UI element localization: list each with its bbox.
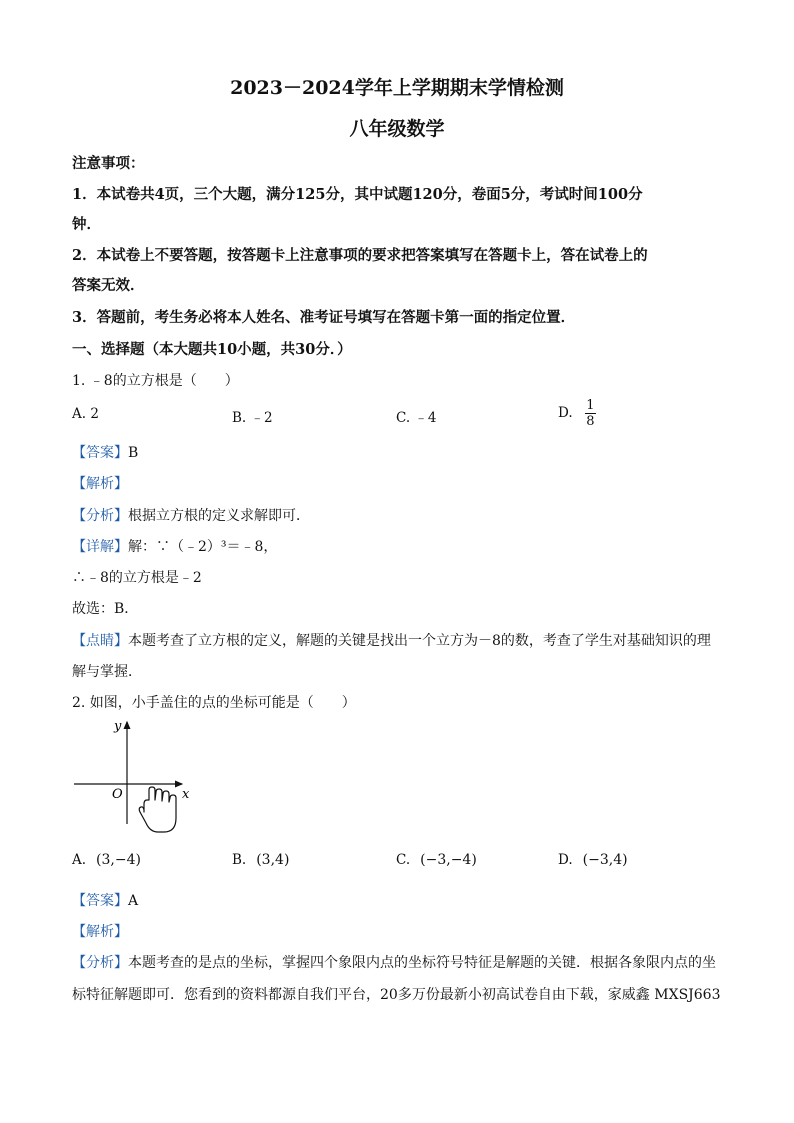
coordinate-figure [70,712,200,842]
q1-option-a: A. 2 [72,406,99,422]
option-coordinate: (−3,−4) [420,852,477,868]
q1-conclusion: ∴﹣8的立方根是﹣2 [72,570,202,586]
option-label: B. [232,852,247,868]
coordinate-plane-svg [70,712,200,842]
q2-option-b [232,852,289,868]
q1-dianjing-cont: 解与掌握． [72,664,142,680]
option-label: A. [72,852,87,868]
section-heading: 一、选择题（本大题共10小题，共30分．） [72,341,352,358]
y-axis-label: y [114,719,122,734]
q1-stem: 1. ﹣8的立方根是（ ） [72,373,239,389]
xiangjie-text: 解：∵（﹣2）³＝﹣8， [128,539,278,555]
q1-dianjing [72,630,711,650]
fenxi-text: 根据立方根的定义求解即可． [128,508,310,524]
analysis-tag: 【解析】 [72,924,128,940]
answer-tag: 【答案】 [72,445,128,461]
q2-fenxi [72,952,716,972]
origin-label: O [112,787,123,802]
xiangjie-tag: 【详解】 [72,539,128,555]
q2-option-c [396,852,477,868]
q1-option-c: C. ﹣4 [396,410,437,426]
hand-icon [139,787,176,832]
q2-stem: 2. 如图，小手盖住的点的坐标可能是（ ） [72,695,356,711]
q1-option-d-fraction [585,398,596,429]
option-coordinate: (3,4) [256,852,290,868]
fenxi-text: 本题考查的是点的坐标，掌握四个象限内点的坐标符号特征是解题的关键．根据各象限内点的坐 [128,955,716,971]
page-title: 2023－2024学年上学期期末学情检测 [230,77,564,99]
option-label: D. [558,852,573,868]
q1-answer [72,442,138,462]
fraction-denominator: 8 [586,414,595,429]
q1-xiangjie [72,536,277,556]
option-label: C. [396,852,411,868]
q2-option-a [72,852,141,868]
option-coordinate: (−3,4) [582,852,628,868]
fenxi-tag: 【分析】 [72,508,128,524]
notice-heading: 注意事项： [72,155,145,172]
answer-value: B [128,445,139,461]
page-subtitle: 八年级数学 [349,118,445,140]
q1-fenxi [72,505,310,525]
option-coordinate: (3,−4) [96,852,141,868]
q2-analysis [72,921,128,941]
notice-item-2: 2．本试卷上不要答题，按答题卡上注意事项的要求把答案填写在答题卡上，答在试卷上的 [72,247,648,264]
q2-fenxi-cont: 标特征解题即可．您看到的资料都源自我们平台，20多万份最新小初高试卷自由下载，家威鑫 MXSJ663 [72,987,721,1003]
answer-tag: 【答案】 [72,893,128,909]
q1-option-b: B. ﹣2 [232,410,273,426]
answer-value: A [128,893,139,909]
q2-option-d [558,852,628,868]
q1-analysis [72,473,128,493]
fraction-numerator: 1 [586,398,595,413]
fenxi-tag: 【分析】 [72,955,128,971]
notice-item-3: 3．答题前，考生务必将本人姓名、准考证号填写在答题卡第一面的指定位置． [72,309,576,326]
dianjing-text: 本题考查了立方根的定义，解题的关键是找出一个立方为－8的数，考查了学生对基础知识的理 [128,633,711,649]
analysis-tag: 【解析】 [72,476,128,492]
dianjing-tag: 【点睛】 [72,633,128,649]
x-axis-label: x [182,787,190,802]
q2-answer [72,890,138,910]
notice-item-1-cont: 钟． [72,216,101,233]
notice-item-1: 1．本试卷共4页，三个大题，满分125分，其中试题120分，卷面5分，考试时间100分 [72,186,643,203]
notice-item-2-cont: 答案无效． [72,277,145,294]
q1-option-d [558,398,596,429]
q1-option-d-label: D. [558,405,573,421]
q1-choose: 故选：B． [72,601,139,617]
